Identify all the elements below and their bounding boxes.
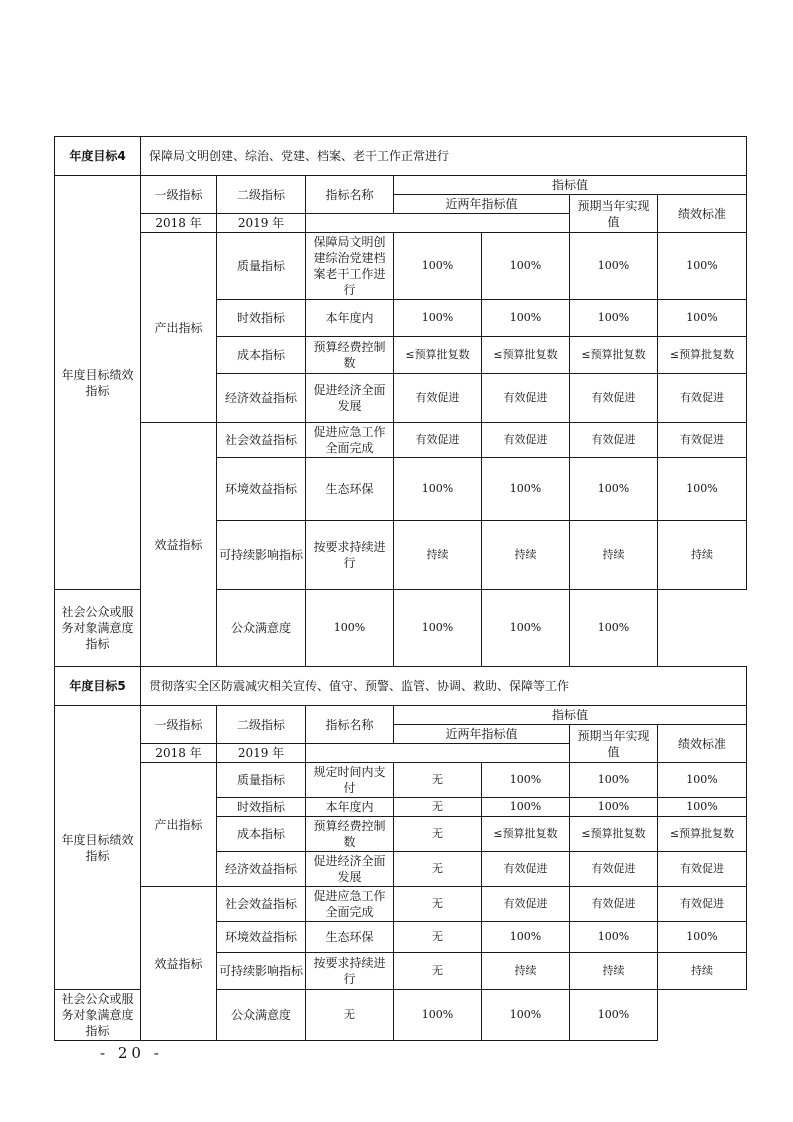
value-2018: 100% [394, 233, 482, 300]
performance-table-sheet [54, 136, 746, 1041]
value-expected: 持续 [570, 953, 658, 990]
value-expected: 100% [570, 798, 658, 817]
performance-table [54, 136, 747, 1041]
value-standard: ≤预算批复数 [658, 817, 747, 852]
goal4-header-recent: 近两年指标值 [394, 195, 570, 214]
indicator-name: 规定时间内支付 [306, 763, 394, 798]
value-2019: 有效促进 [482, 852, 570, 887]
value-expected: 100% [570, 233, 658, 300]
indicator-level2: 环境效益指标 [217, 458, 306, 521]
value-2019: 100% [482, 233, 570, 300]
indicator-level2: 质量指标 [217, 233, 306, 300]
indicator-name: 按要求持续进行 [306, 953, 394, 990]
value-expected: 100% [570, 922, 658, 953]
value-standard: 100% [570, 990, 658, 1041]
value-2019: 有效促进 [482, 374, 570, 423]
value-expected: 有效促进 [570, 423, 658, 458]
indicator-level2: 成本指标 [217, 337, 306, 374]
goal4-section-label: 年度目标绩效指标 [55, 176, 141, 590]
value-expected: 有效促进 [570, 852, 658, 887]
goal5-group-benefit: 效益指标 [141, 887, 217, 1041]
indicator-level2: 社会公众或服务对象满意度指标 [55, 590, 141, 667]
goal4-header-level2: 二级指标 [217, 176, 306, 214]
goal5-header-value: 指标值 [394, 706, 747, 725]
goal4-section [55, 137, 747, 667]
value-2018: 100% [394, 300, 482, 337]
value-standard: 100% [658, 798, 747, 817]
value-expected: 100% [482, 590, 570, 667]
value-standard: 持续 [658, 521, 747, 590]
indicator-name: 公众满意度 [217, 590, 306, 667]
goal4-description: 保障局文明创建、综治、党建、档案、老干工作正常进行 [141, 137, 747, 176]
value-standard: 持续 [658, 953, 747, 990]
value-2019: ≤预算批复数 [482, 337, 570, 374]
indicator-name: 按要求持续进行 [306, 521, 394, 590]
indicator-level2: 时效指标 [217, 798, 306, 817]
value-2018: 无 [394, 953, 482, 990]
value-expected: 有效促进 [570, 887, 658, 922]
goal5-header-standard: 绩效标准 [658, 725, 747, 763]
value-expected: ≤预算批复数 [570, 817, 658, 852]
value-2019: 100% [394, 590, 482, 667]
indicator-name: 保障局文明创建综治党建档案老干工作进行 [306, 233, 394, 300]
value-2018: 100% [394, 458, 482, 521]
goal5-description: 贯彻落实全区防震减灾相关宣传、值守、预警、监管、协调、救助、保障等工作 [141, 667, 747, 706]
value-2018: 无 [394, 922, 482, 953]
value-2019: 100% [482, 763, 570, 798]
goal5-header-level1: 一级指标 [141, 706, 217, 744]
page-number: - 20 - [100, 1044, 163, 1062]
value-expected: ≤预算批复数 [570, 337, 658, 374]
value-expected: 有效促进 [570, 374, 658, 423]
value-2019: 有效促进 [482, 423, 570, 458]
indicator-level2: 质量指标 [217, 763, 306, 798]
value-expected: 100% [570, 300, 658, 337]
value-2018: 无 [394, 763, 482, 798]
indicator-level2: 社会效益指标 [217, 423, 306, 458]
indicator-name: 公众满意度 [217, 990, 306, 1041]
goal5-header-recent: 近两年指标值 [394, 725, 570, 744]
goal5-header-2018: 2018 年 [141, 744, 217, 763]
indicator-name: 预算经费控制数 [306, 337, 394, 374]
value-standard: 100% [658, 300, 747, 337]
indicator-name: 生态环保 [306, 458, 394, 521]
indicator-level2: 可持续影响指标 [217, 953, 306, 990]
indicator-name: 促进经济全面发展 [306, 852, 394, 887]
value-2018: 无 [306, 990, 394, 1041]
goal5-header-expected: 预期当年实现值 [570, 725, 658, 763]
value-2019: ≤预算批复数 [482, 817, 570, 852]
value-2019: 100% [482, 300, 570, 337]
value-2018: 无 [394, 852, 482, 887]
value-standard: 100% [658, 458, 747, 521]
indicator-name: 促进应急工作全面完成 [306, 887, 394, 922]
value-standard: 100% [658, 233, 747, 300]
indicator-name: 生态环保 [306, 922, 394, 953]
value-2018: 无 [394, 817, 482, 852]
goal4-header-name: 指标名称 [306, 176, 394, 214]
indicator-name: 促进应急工作全面完成 [306, 423, 394, 458]
value-2019: 有效促进 [482, 887, 570, 922]
indicator-name: 促进经济全面发展 [306, 374, 394, 423]
value-2018: ≤预算批复数 [394, 337, 482, 374]
goal4-header-standard: 绩效标准 [658, 195, 747, 233]
goal4-group-output: 产出指标 [141, 233, 217, 423]
value-standard: 有效促进 [658, 374, 747, 423]
indicator-level2: 经济效益指标 [217, 374, 306, 423]
value-standard: 100% [658, 922, 747, 953]
indicator-level2: 经济效益指标 [217, 852, 306, 887]
goal5-group-output: 产出指标 [141, 763, 217, 887]
indicator-level2: 时效指标 [217, 300, 306, 337]
indicator-level2: 社会效益指标 [217, 887, 306, 922]
goal4-header-value: 指标值 [394, 176, 747, 195]
indicator-level2: 环境效益指标 [217, 922, 306, 953]
goal5-section-label: 年度目标绩效指标 [55, 706, 141, 990]
indicator-level2: 可持续影响指标 [217, 521, 306, 590]
value-2018: 持续 [394, 521, 482, 590]
value-2018: 100% [306, 590, 394, 667]
value-2018: 无 [394, 887, 482, 922]
value-2018: 无 [394, 798, 482, 817]
value-standard: 100% [570, 590, 658, 667]
value-standard: 100% [658, 763, 747, 798]
value-2018: 有效促进 [394, 423, 482, 458]
value-2018: 有效促进 [394, 374, 482, 423]
goal4-header-2019: 2019 年 [217, 214, 306, 233]
indicator-level2: 社会公众或服务对象满意度指标 [55, 990, 141, 1041]
value-2019: 100% [482, 922, 570, 953]
value-standard: 有效促进 [658, 423, 747, 458]
indicator-name: 本年度内 [306, 798, 394, 817]
goal5-header-level2: 二级指标 [217, 706, 306, 744]
goal5-label: 年度目标5 [55, 667, 141, 706]
goal4-group-benefit: 效益指标 [141, 423, 217, 667]
indicator-level2: 成本指标 [217, 817, 306, 852]
goal5-header-name: 指标名称 [306, 706, 394, 744]
value-2019: 100% [482, 798, 570, 817]
value-standard: 有效促进 [658, 887, 747, 922]
indicator-name: 本年度内 [306, 300, 394, 337]
value-2019: 持续 [482, 953, 570, 990]
value-standard: ≤预算批复数 [658, 337, 747, 374]
value-expected: 100% [570, 458, 658, 521]
value-expected: 100% [482, 990, 570, 1041]
value-expected: 100% [570, 763, 658, 798]
value-2019: 100% [394, 990, 482, 1041]
goal4-header-level1: 一级指标 [141, 176, 217, 214]
value-expected: 持续 [570, 521, 658, 590]
value-2019: 100% [482, 458, 570, 521]
value-2019: 持续 [482, 521, 570, 590]
goal4-header-expected: 预期当年实现值 [570, 195, 658, 233]
goal4-header-2018: 2018 年 [141, 214, 217, 233]
goal5-section [55, 667, 747, 1041]
goal5-header-2019: 2019 年 [217, 744, 306, 763]
goal4-label: 年度目标4 [55, 137, 141, 176]
value-standard: 有效促进 [658, 852, 747, 887]
indicator-name: 预算经费控制数 [306, 817, 394, 852]
